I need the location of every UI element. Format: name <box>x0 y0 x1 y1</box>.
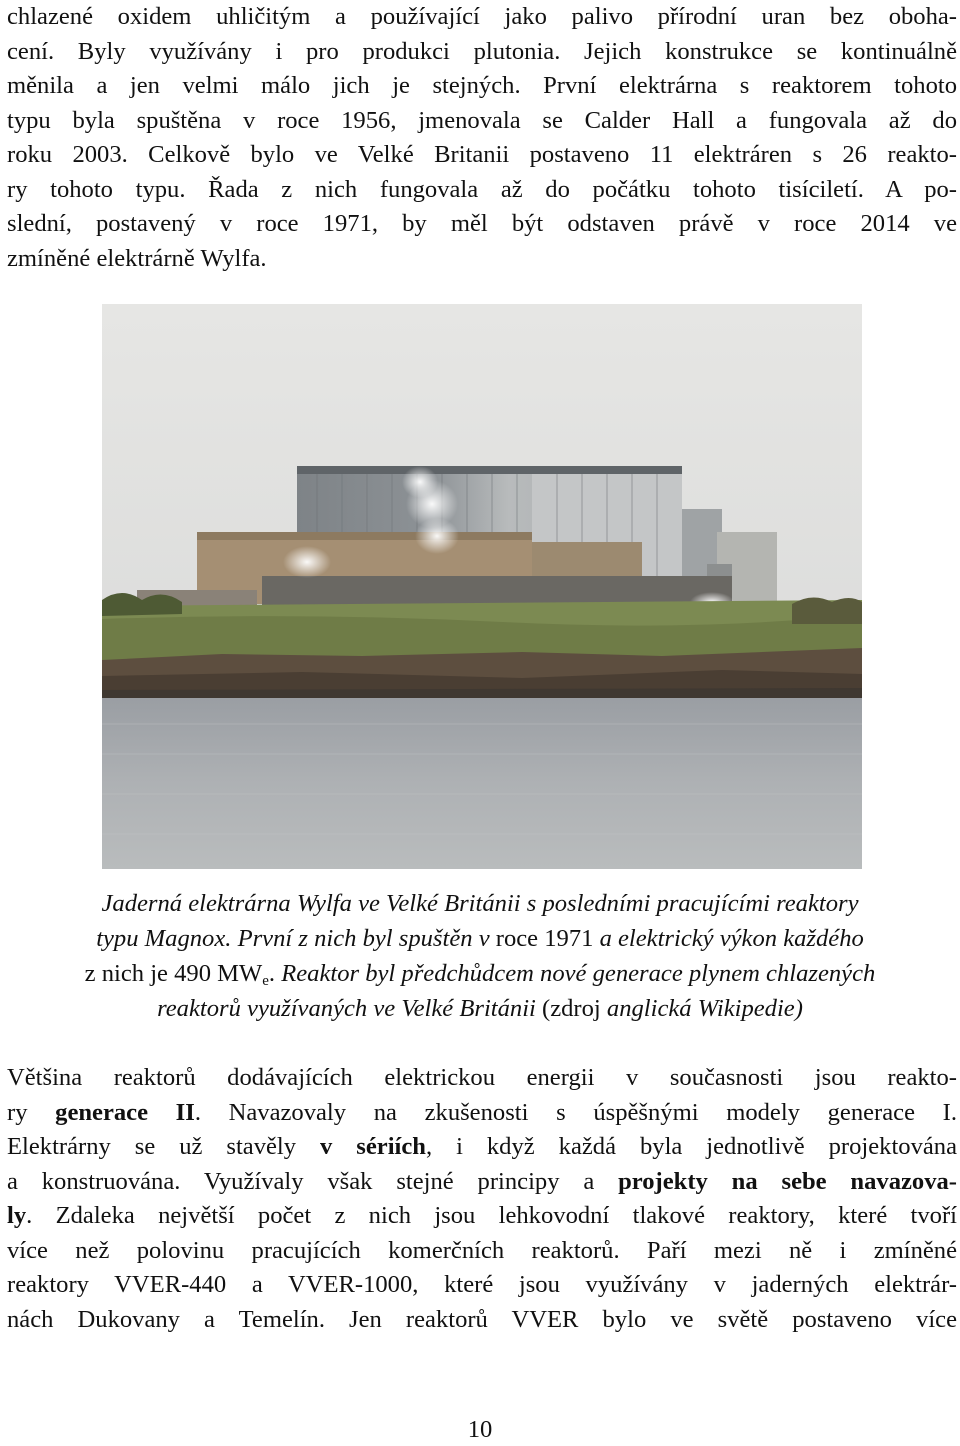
body-paragraph-bottom <box>7 1061 957 1337</box>
text-line <box>7 1096 957 1131</box>
text-line: cení. Byly využívány i pro produkci plutonia. Jejich konstrukce se kontinuálně <box>7 37 957 65</box>
text-line: roku 2003. Celkově bylo ve Velké Britanii postaveno 11 elektráren s 26 reakto- <box>7 141 957 168</box>
caption-text: Reaktor byl předchůdcem nové generace plynem chlazených <box>281 960 876 987</box>
caption-subscript: e <box>262 973 269 989</box>
caption-line <box>0 956 960 991</box>
text-run: , i když každá byla jednotlivě projektována <box>425 1133 957 1160</box>
photo-caption <box>0 886 960 1026</box>
text-line <box>7 1199 957 1234</box>
power-station-photo <box>102 304 862 869</box>
text-run: . Navazovaly na zkušenosti s úspěšnými modely generace I. <box>194 1098 957 1126</box>
text-line <box>7 1165 957 1200</box>
text-run: Elektrárny se už stavěly <box>7 1133 321 1160</box>
bold-term: v sériích <box>320 1133 426 1160</box>
text-line: Většina reaktorů dodávajících elektrickou energii v současnosti jsou reakto- <box>7 1064 957 1091</box>
caption-line: Jaderná elektrárna Wylfa ve Velké Británii s posledními pracujícími reaktory <box>101 890 859 917</box>
caption-text: . <box>268 960 282 987</box>
text-line: slední, postavený v roce 1971, by měl být odstaven právě v roce 2014 ve <box>7 210 957 237</box>
caption-text: typu Magnox. <box>96 925 232 952</box>
text-line: měnila a jen velmi málo jich je stejných. První elektrárna s reaktorem tohoto <box>7 72 957 99</box>
caption-line <box>0 991 960 1026</box>
text-line <box>7 1130 957 1165</box>
bold-term: ly <box>7 1202 27 1229</box>
text-line: typu byla spuštěna v roce 1956, jmenovala se Calder Hall a fungovala až do <box>7 106 957 134</box>
bold-term: generace II <box>55 1098 195 1126</box>
caption-text: anglická Wikipedie) <box>606 995 803 1022</box>
caption-text: z nich je 490 MW <box>84 960 263 987</box>
text-line: zmíněné elektrárně Wylfa. <box>7 244 267 272</box>
bold-term: projekty na sebe navazova- <box>618 1167 957 1195</box>
caption-line <box>0 921 960 956</box>
caption-text: (zdroj <box>535 995 607 1022</box>
caption-text: První z nich byl spuštěn v <box>231 925 496 952</box>
caption-text: a <box>593 925 619 952</box>
photo-illustration <box>102 304 862 869</box>
text-line: nách Dukovany a Temelín. Jen reaktorů VVER bylo ve světě postaveno více <box>7 1305 957 1333</box>
page-number: 10 <box>467 1416 493 1443</box>
text-run: . Zdaleka největší počet z nich jsou lehkovodní tlakové reaktory, které tvoří <box>26 1202 957 1229</box>
text-line: více než polovinu pracujících komerčních reaktorů. Paří mezi ně i zmíněné <box>7 1236 957 1264</box>
body-paragraph-top <box>7 0 957 276</box>
caption-text: reaktorů využívaných ve Velké Británii <box>157 995 536 1022</box>
text-line: chlazené oxidem uhličitým a používající jako palivo přírodní uran bez oboha- <box>7 3 957 30</box>
text-run: a konstruována. Využívaly však stejné principy a <box>7 1167 619 1195</box>
caption-text: roce 1971 <box>495 925 594 952</box>
text-run: ry <box>7 1098 56 1126</box>
text-line: reaktory VVER-440 a VVER-1000, které jsou využívány v jaderných elektrár- <box>7 1271 957 1298</box>
text-line: ry tohoto typu. Řada z nich fungovala až do počátku tohoto tisíciletí. A po- <box>7 175 957 203</box>
caption-text: elektrický výkon každého <box>618 925 864 952</box>
